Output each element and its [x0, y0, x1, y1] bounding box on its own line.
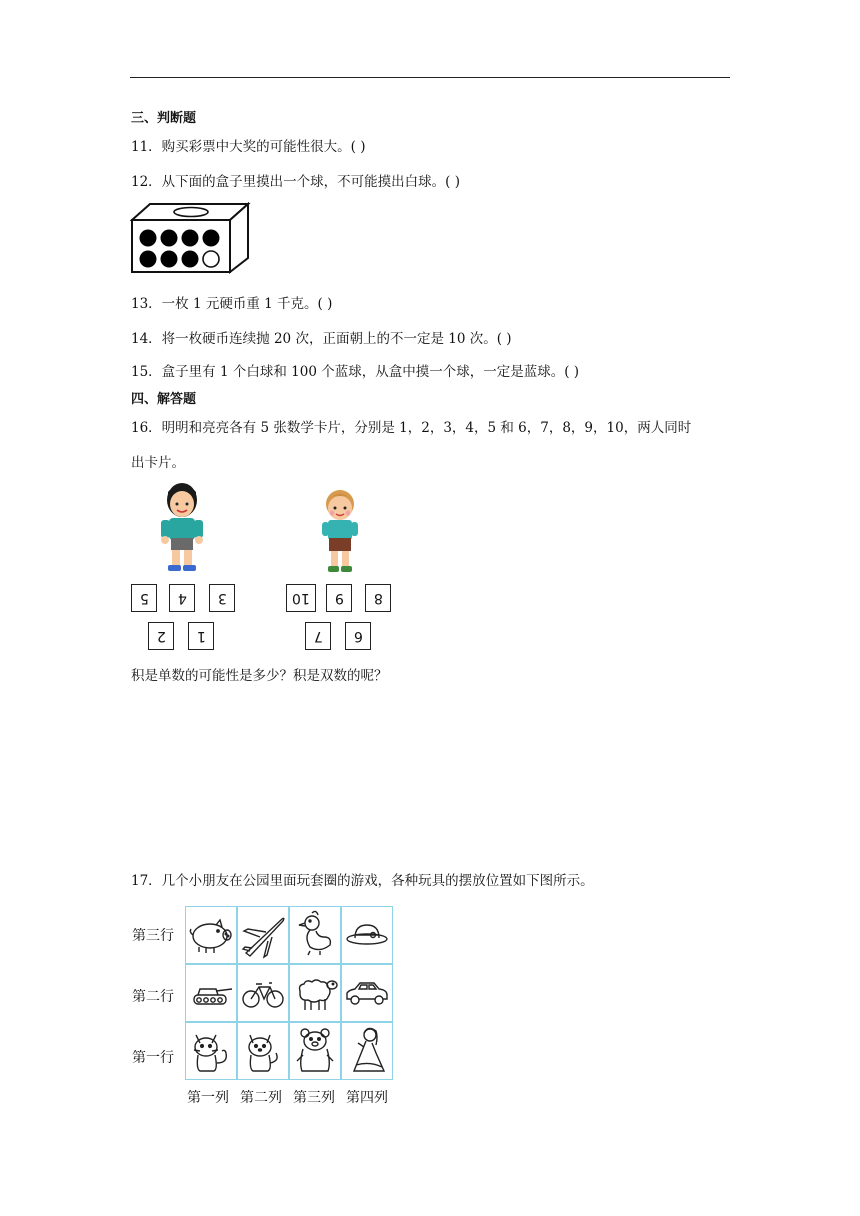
- pig-icon: [186, 907, 236, 963]
- col-label-3: 第三列: [293, 1090, 335, 1106]
- ball-box-figure: [130, 200, 252, 276]
- section-heading-judgement: 三、判断题: [131, 111, 197, 126]
- sheep-icon: [290, 965, 340, 1021]
- question-16-line-2: 出卡片。: [131, 455, 185, 471]
- car-icon: [342, 965, 392, 1021]
- col-label-4: 第四列: [346, 1090, 388, 1106]
- toy-cell-tank: [185, 964, 237, 1022]
- bear-icon: [290, 1023, 340, 1079]
- card: 5: [131, 584, 157, 612]
- boy-mingming-illustration: [152, 478, 212, 576]
- airplane-icon: [238, 907, 288, 963]
- row-label-2: 第二行: [132, 989, 174, 1005]
- toy-cell-pig: [185, 906, 237, 964]
- toy-cell-bear: [289, 1022, 341, 1080]
- toy-cell-puppy: [237, 1022, 289, 1080]
- boy-liangliang-illustration: [312, 484, 368, 576]
- card: 3: [209, 584, 235, 612]
- col-label-2: 第二列: [240, 1090, 282, 1106]
- question-15: 15．盒子里有 1 个白球和 100 个蓝球，从盒中摸一个球，一定是蓝球。( ): [131, 364, 580, 380]
- toy-cell-bicycle: [237, 964, 289, 1022]
- card: 6: [345, 622, 371, 650]
- duck-icon: [290, 907, 340, 963]
- card: 4: [169, 584, 195, 612]
- question-16-prompt: 积是单数的可能性是多少？积是双数的呢？: [131, 668, 388, 684]
- toy-cell-duck: [289, 906, 341, 964]
- question-17: 17．几个小朋友在公园里面玩套圈的游戏，各种玩具的摆放位置如下图所示。: [131, 873, 594, 889]
- card: 1: [188, 622, 214, 650]
- toy-cell-hat: [341, 906, 393, 964]
- row-label-3: 第三行: [132, 928, 174, 944]
- toy-cell-car: [341, 964, 393, 1022]
- toy-cell-airplane: [237, 906, 289, 964]
- question-11: 11．购买彩票中大奖的可能性很大。( ): [131, 139, 366, 155]
- card: 2: [148, 622, 174, 650]
- row-label-1: 第一行: [132, 1050, 174, 1066]
- cat-icon: [186, 1023, 236, 1079]
- question-14: 14．将一枚硬币连续抛 20 次，正面朝上的不一定是 10 次。( ): [131, 331, 512, 347]
- hat-icon: [342, 907, 392, 963]
- tank-icon: [186, 965, 236, 1021]
- toy-cell-sheep: [289, 964, 341, 1022]
- doll-icon: [342, 1023, 392, 1079]
- section-heading-answer: 四、解答题: [131, 392, 197, 407]
- card: 7: [305, 622, 331, 650]
- card: 8: [365, 584, 391, 612]
- question-13: 13．一枚 1 元硬币重 1 千克。( ): [131, 296, 333, 312]
- card: 10: [286, 584, 316, 612]
- toy-cell-doll: [341, 1022, 393, 1080]
- puppy-icon: [238, 1023, 288, 1079]
- question-12: 12．从下面的盒子里摸出一个球，不可能摸出白球。( ): [131, 174, 461, 190]
- toy-cell-cat: [185, 1022, 237, 1080]
- bicycle-icon: [238, 965, 288, 1021]
- card: 9: [326, 584, 352, 612]
- col-label-1: 第一列: [187, 1090, 229, 1106]
- question-16-line-1: 16．明明和亮亮各有 5 张数学卡片，分别是 1，2，3，4，5 和 6，7，8，9，10，两人同时: [131, 420, 692, 436]
- top-rule: [130, 77, 730, 78]
